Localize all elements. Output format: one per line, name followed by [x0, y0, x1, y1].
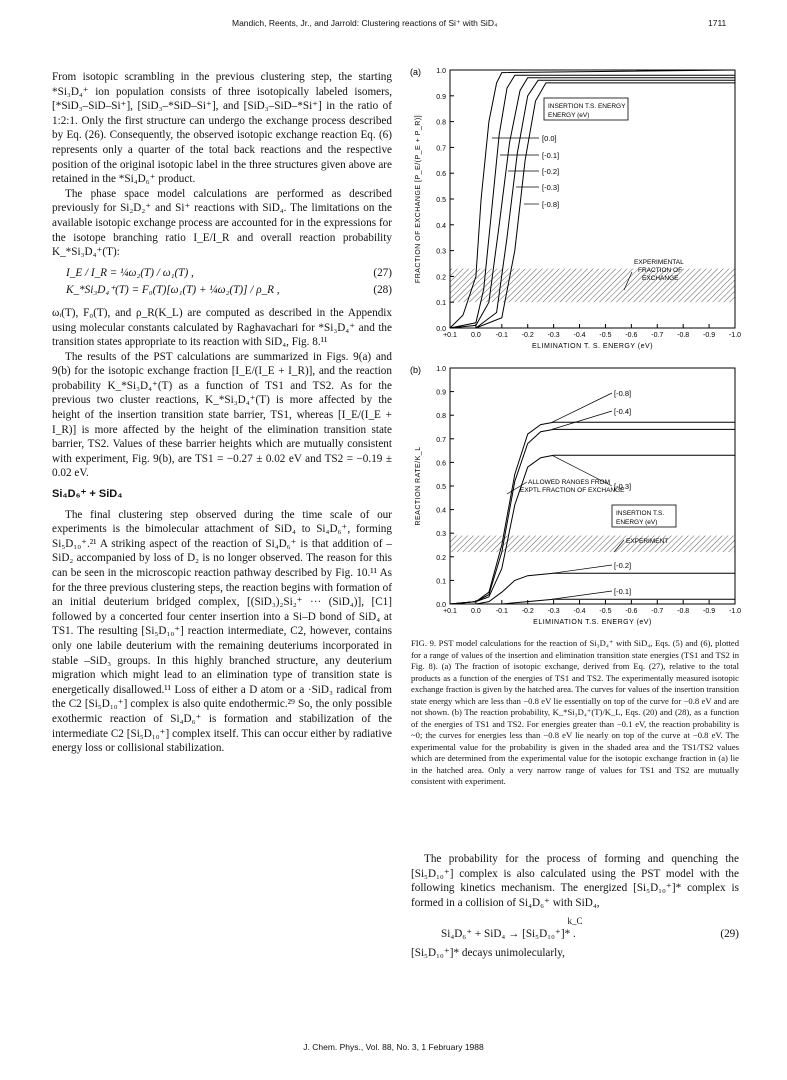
- x-tick-label: -0.7: [651, 332, 664, 339]
- y-tick-label: 0.4: [436, 222, 446, 230]
- legend-title: INSERTION T.S.: [616, 510, 665, 517]
- equation-27: I_E / I_R = ¼ω₂(T) / ω₁(T) , (27): [66, 266, 392, 279]
- y-tick-label: 0.0: [436, 602, 446, 609]
- plot-frame: [450, 368, 735, 604]
- x-tick-label: -0.3: [547, 332, 560, 339]
- y-tick-label: 0.2: [436, 554, 446, 562]
- x-tick-label: -0.5: [599, 332, 612, 339]
- x-tick-label: -0.4: [573, 332, 586, 339]
- series-label: [-0.4]: [614, 407, 632, 416]
- legend-title-unit: ENERGY (eV): [616, 519, 658, 526]
- x-tick-label: +0.1: [443, 332, 457, 339]
- paragraph: [Si₅D₁₀⁺]* decays unimolecularly,: [411, 946, 565, 959]
- x-tick-label: -1.0: [728, 608, 742, 615]
- y-tick-label: 0.9: [436, 93, 446, 101]
- series-line-0: [450, 422, 735, 604]
- header-title: Mandich, Reents, Jr., and Jarrold: Clustering reactions of Si⁺ with SiD₄: [232, 18, 498, 28]
- y-tick-label: 0.7: [436, 145, 446, 153]
- series-label: [-0.3]: [542, 183, 560, 192]
- y-tick-label: 0.1: [436, 578, 446, 586]
- paragraph: ωᵢ(T), F₀(T), and ρ_R(K_L) are computed as described in the Appendix using molecular constants calculated by Raghavachari for *Si₃D₄⁺ and the transition states appropriate to its reaction with SiD₄, Fig. 8.¹¹: [52, 306, 392, 349]
- x-tick-label: -0.2: [521, 332, 534, 339]
- panel-b: [410, 365, 741, 626]
- y-axis-label: REACTION RATE/K_L: [415, 446, 422, 526]
- y-axis-label: FRACTION OF EXCHANGE [P_E/(P_E + P_R)]: [415, 114, 422, 284]
- legend-title-unit: ENERGY (eV): [548, 112, 590, 119]
- x-tick-label: -1.0: [728, 332, 742, 339]
- panel-a: [410, 67, 741, 350]
- legend-title: INSERTION T.S. ENERGY: [548, 103, 626, 110]
- paragraph: The final clustering step observed during the time scale of our experiments is the bimolecular attachment of SiD₄ to Si₄D₆⁺, forming Si₅D₁₀⁺.²¹ A striking aspect of the reaction of Si₄D₆⁺ is that addition of –SiD₂ accompanied by loss of D₂ is no longer observed. The reason for this can be seen in the microscopic reaction pathway described by Fig. 10.¹¹ As for the three previous clustering steps, the reaction begins with formation of an initial deuterium bridged complex, [(SiD₃)₂Si₂⁺ ··· (SiD₄)], [C1] followed by a concerted four center insertion into a Si–D bond of SiD₄ at TS1. The resulting [Si₅D₁₀⁺] reaction intermediate, C2, however, contains only one labile deuterium with the remaining deuteriums incorporated in stable –SiD₃ groups. In this highly branched structure, any deuterium migration which might lead to an elimination type of transition state is energetically disallowed.¹¹ Loss of either a D atom or a ·SiD₃ radical from the C2 [Si₅D₁₀⁺] complex is also quite endothermic.²⁹ So, the only possible exothermic reaction of Si₄D₆⁺ is formation and stabilization of the intermediate C2 [Si₅D₁₀⁺] complex itself. This can occur either by radiative energy loss or collisional stabilization.: [52, 508, 392, 755]
- figure-9: [402, 58, 752, 638]
- x-tick-label: -0.4: [573, 608, 586, 615]
- annotation-text: EXPERIMENTAL: [634, 259, 684, 266]
- series-label: [-0.8]: [542, 200, 560, 209]
- series-label: [-0.2]: [614, 561, 632, 570]
- x-tick-label: -0.5: [599, 608, 612, 615]
- y-tick-label: 0.4: [436, 507, 446, 515]
- y-tick-label: 0.0: [436, 326, 446, 333]
- series-label: [-0.3]: [614, 482, 632, 491]
- y-tick-label: 0.3: [436, 248, 446, 256]
- y-tick-label: 0.8: [436, 413, 446, 421]
- x-tick-label: -0.6: [625, 332, 638, 339]
- y-tick-label: 0.5: [436, 197, 446, 204]
- x-axis-label: ELIMINATION T.S. ENERGY (eV): [533, 619, 652, 626]
- x-tick-label: -0.1: [495, 332, 508, 339]
- x-tick-label: -0.3: [547, 608, 560, 615]
- footer: J. Chem. Phys., Vol. 88, No. 3, 1 February 1988: [303, 1042, 484, 1052]
- y-tick-label: 0.8: [436, 119, 446, 127]
- x-axis-label: ELIMINATION T. S. ENERGY (eV): [531, 343, 654, 350]
- x-tick-label: -0.2: [521, 608, 534, 615]
- right-column-text: [411, 852, 739, 960]
- y-tick-label: 0.6: [436, 460, 446, 468]
- left-column: [52, 70, 392, 756]
- section-heading: Si₄D₆⁺ + SiD₄: [52, 488, 123, 501]
- annotation-text: ALLOWED RANGES FROM: [528, 479, 610, 486]
- series-label: [0.0]: [542, 134, 557, 143]
- figure-caption: FIG. 9. PST model calculations for the reaction of Si₃D₄⁺ with SiD₄, Eqs. (5) and (6), plotted for a range of values of the insertion and elimination transition state energies (TS1 and TS2 in Fig. 8). (a) The fraction of isotopic exchange, derived from Eq. (27), relative to the total products as a function of the energies of TS1 and TS2. The experimentally measured isotopic exchange fraction is given by the hatched area. The curves for values of the insertion transition state energy which are less than −0.8 eV lie essentially on top of the curve for −0.8 eV and are not shown. (b) The reaction probability, K_*Si₃D₄⁺(T)/K_L, Eqs. (20) and (28), as a function of the energies of TS1 and TS2. For energies greater than −0.1 eV, the reaction probability is ~0; the curves for energies less than −0.8 eV lie nearly on top of the curve at −0.8 eV. The experimental value for the probability is given in the shaded area and the TS1/TS2 values which are determined from the experimental value for the isotopic exchange fraction in (a) lie in the hatched area. Only a very narrow range of values for TS1 and TS2 are mutually consistent with experiment.: [411, 638, 739, 786]
- panel-label: (a): [410, 67, 421, 77]
- x-tick-label: -0.9: [703, 332, 716, 339]
- y-tick-label: 0.3: [436, 531, 446, 539]
- series-label: [-0.2]: [542, 167, 560, 176]
- x-tick-label: -0.8: [677, 608, 690, 615]
- series-label: [-0.1]: [542, 151, 560, 160]
- annotation-text: FRACTION OF: [638, 267, 683, 274]
- x-tick-label: -0.8: [677, 332, 690, 339]
- experimental-band: [450, 536, 735, 553]
- y-tick-label: 1.0: [436, 366, 446, 373]
- y-tick-label: 0.2: [436, 274, 446, 282]
- paragraph: The probability for the process of forming and quenching the [Si₅D₁₀⁺] complex is also calculated using the PST model with the following kinetics mechanism. The energized [Si₅D₁₀⁺]* complex is formed in a collision of Si₄D₆⁺ with SiD₄,: [411, 853, 739, 909]
- series-leader-line: [552, 565, 612, 573]
- y-tick-label: 1.0: [436, 68, 446, 75]
- y-tick-label: 0.5: [436, 484, 446, 491]
- paragraph: The results of the PST calculations are summarized in Figs. 9(a) and 9(b) for the isotopic exchange fraction [I_E/(I_E + I_R)], and the reaction probability K_*Si₃D₄⁺(T) as a function of TS1 and TS2. As for the previous two cluster reactions, K_*Si₃D₄⁺(T) is more affected by the height of the insertion transition state barrier, TS1, whereas [I_E/(I_E + I_R)] is more affected by the height of the elimination transition state barrier, TS2. Values of these barrier heights which are mutually consistent with experiment, Fig. 9(b), are TS1 = −0.27 ± 0.02 eV and TS2 = −0.19 ± 0.02 eV.: [52, 350, 392, 480]
- series-leader-line: [552, 591, 612, 599]
- x-tick-label: 0.0: [471, 608, 481, 615]
- y-tick-label: 0.1: [436, 300, 446, 308]
- series-label: [-0.8]: [614, 389, 632, 398]
- x-tick-label: -0.9: [703, 608, 716, 615]
- series-line-4: [450, 599, 735, 604]
- x-tick-label: -0.7: [651, 608, 664, 615]
- x-tick-label: -0.1: [495, 608, 508, 615]
- x-tick-label: -0.6: [625, 608, 638, 615]
- x-tick-label: 0.0: [471, 332, 481, 339]
- annotation-text: EXPERIMENT: [626, 538, 669, 545]
- panel-label: (b): [410, 365, 421, 375]
- y-tick-label: 0.7: [436, 436, 446, 444]
- series-leader-line: [552, 393, 612, 422]
- equation-28: K_*Si₃D₄⁺(T) = F₀(T)[ω₁(T) + ¼ω₂(T)] / ρ_R , (28): [66, 284, 392, 297]
- equation-29: Si₄D₆⁺ + SiD₄ → [Si₅D₁₀⁺]* . (29): [441, 927, 739, 940]
- rate-constant-label: k_C: [567, 916, 583, 927]
- paragraph: From isotopic scrambling in the previous clustering step, the starting *Si₃D₄⁺ ion population consists of three isotopically labeled isomers, [*SiD₃–SiD–Si⁺], [SiD₃–*SiD–Si⁺], and [SiD₃–SiD–*Si⁺] in the ratio of 1:2:1. Only the first structure can undergo the exchange process described by Eq. (26). Consequently, the observed isotopic exchange reaction Eq. (6) represents only a quarter of the total back reactions and the respective position of the original isotopic label in the three structures given above are retained in the *Si₄D₆⁺ product.: [52, 71, 392, 186]
- annotation-text: EXPTL FRACTION OF EXCHANGE: [520, 487, 625, 494]
- series-label: [-0.1]: [614, 587, 632, 596]
- paragraph: The phase space model calculations are performed as described previously for Si₂D₂⁺ and Si⁺ reactions with SiD₄. The limitations on the available isotopic exchange process are accounted for in the expressions for the isotope branching ratio I_E/I_R and overall reaction probability K_*Si₃D₄⁺(T):: [52, 187, 392, 259]
- annotation-text: EXCHANGE: [642, 275, 679, 282]
- x-tick-label: +0.1: [443, 608, 457, 615]
- series-leader-line: [552, 411, 612, 429]
- page-number: 1711: [708, 18, 727, 28]
- y-tick-label: 0.9: [436, 389, 446, 397]
- y-tick-label: 0.6: [436, 171, 446, 179]
